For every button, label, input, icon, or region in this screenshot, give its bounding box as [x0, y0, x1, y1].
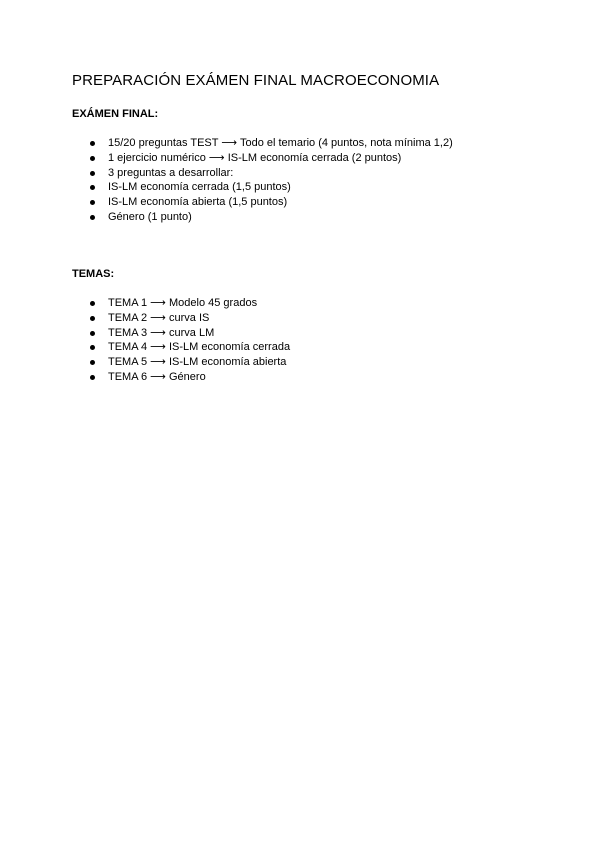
list-item: [90, 340, 290, 355]
list-item: [90, 296, 290, 311]
topics-list: [90, 296, 290, 385]
list-item: [90, 370, 290, 385]
bullet-icon: [90, 141, 95, 146]
bullet-icon: [90, 375, 95, 380]
list-item-text: 15/20 preguntas TEST ⟶ Todo el temario (4 puntos, nota mínima 1,2): [108, 137, 453, 149]
list-item-text: Género (1 punto): [108, 210, 192, 223]
list-item-text: TEMA 4 ⟶ IS-LM economía cerrada: [108, 341, 291, 354]
list-item: [90, 180, 453, 195]
list-item: [90, 326, 290, 341]
topics-section-heading: TEMAS:: [72, 268, 115, 280]
bullet-icon: [90, 200, 95, 205]
list-item-text: IS-LM economía abierta (1,5 puntos): [108, 196, 288, 209]
list-item: [90, 195, 453, 210]
exam-items-list: [90, 136, 453, 225]
list-item: [90, 151, 453, 166]
exam-section-heading: EXÁMEN FINAL:: [72, 108, 159, 120]
list-item-text: TEMA 1 ⟶ Modelo 45 grados: [108, 297, 258, 309]
bullet-icon: [90, 156, 95, 161]
list-item-text: TEMA 5 ⟶ IS-LM economía abierta: [108, 356, 287, 369]
list-item-text: TEMA 2 ⟶ curva IS: [108, 311, 210, 324]
bullet-icon: [90, 345, 95, 350]
bullet-icon: [90, 215, 95, 220]
document-title: PREPARACIÓN EXÁMEN FINAL MACROECONOMIA: [72, 72, 440, 89]
bullet-icon: [90, 301, 95, 306]
list-item: [90, 355, 290, 370]
list-item: [90, 210, 453, 225]
list-item: [90, 311, 290, 326]
list-item-text: TEMA 6 ⟶ Género: [108, 370, 206, 383]
list-item-text: 3 preguntas a desarrollar:: [108, 166, 234, 179]
bullet-icon: [90, 316, 95, 321]
list-item: [90, 136, 453, 151]
list-item-text: 1 ejercicio numérico ⟶ IS-LM economía cerrada (2 puntos): [108, 151, 402, 164]
bullet-icon: [90, 185, 95, 190]
bullet-icon: [90, 171, 95, 176]
bullet-icon: [90, 360, 95, 365]
list-item-text: TEMA 3 ⟶ curva LM: [108, 326, 215, 339]
bullet-icon: [90, 331, 95, 336]
list-item: [90, 166, 453, 181]
list-item-text: IS-LM economía cerrada (1,5 puntos): [108, 181, 291, 194]
